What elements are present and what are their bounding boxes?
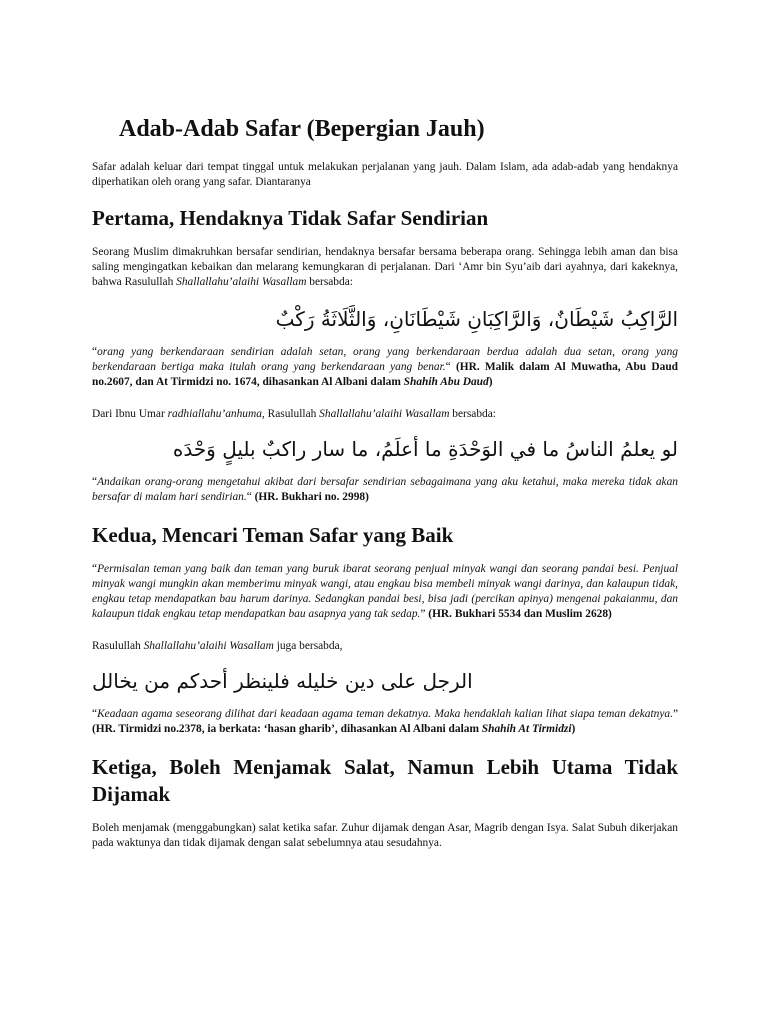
honorific-text: radhiallahu’anhuma	[167, 408, 262, 421]
hadith-reference-book: Shahih At Tirmidzi	[481, 723, 572, 736]
quote-mark: “	[92, 346, 98, 359]
quote-mark: “	[445, 361, 456, 374]
intro-paragraph: Safar adalah keluar dari tempat tinggal untuk melakukan perjalanan yang jauh. Dalam Islam, ada adab-adab yang hendaknya diperhatikan oleh orang yang safar. Diantaranya	[92, 160, 678, 188]
hadith-reference: )	[488, 376, 493, 389]
arabic-hadith-text: الرجل على دين خليله فلينظر أحدكم من يخالل	[92, 669, 473, 694]
hadith-translation	[92, 475, 678, 505]
quote-mark: ”	[672, 708, 678, 721]
hadith-translation	[92, 707, 678, 737]
honorific-text: Shallallahu’alaihi Wasallam	[319, 408, 450, 421]
section-heading-kedua: Kedua, Mencari Teman Safar yang Baik	[92, 523, 454, 548]
paragraph-text: Dari Ibnu Umar	[92, 408, 168, 421]
hadith-reference: (HR. Tirmidzi no.2378, ia berkata: ‘hasan gharib’, dihasankan Al Albani dalam	[92, 723, 482, 736]
hadith-reference: )	[571, 723, 576, 736]
paragraph	[92, 407, 678, 422]
hadith-reference: (HR. Bukhari 5534 dan Muslim 2628)	[428, 608, 612, 621]
translation-text: Andaikan orang-orang mengetahui akibat dari bersafar sendirian sebagaimana yang aku ketahui, maka mereka tidak akan bersafar di malam hari sendirian.	[92, 476, 678, 504]
paragraph-text: bersabda:	[449, 408, 496, 421]
paragraph	[92, 245, 678, 290]
quote-mark: ”	[420, 608, 429, 621]
arabic-hadith-text: لو يعلمُ الناسُ ما في الوَحْدَةِ ما أعلَمُ، ما سار راكبٌ بليلٍ وَحْدَه	[172, 437, 678, 462]
section-heading-pertama: Pertama, Hendaknya Tidak Safar Sendirian	[92, 205, 489, 230]
translation-text: Permisalan teman yang baik dan teman yang buruk ibarat seorang penjual minyak wangi dan seorang pandai besi. Penjual minyak wangi mungkin akan memberimu minyak wangi, atau engkau bisa membeli minyak wangi darinya, dan kalaupun tidak, engkau tetap mendapatkan bau harum darinya. Sedangkan pandai besi, bisa jadi (percikan apinya) mengenai pakaianmu, dan kalaupun tidak engkau tetap mendapatkan bau asapnya yang tak sedap.	[92, 563, 678, 621]
translation-text: Keadaan agama seseorang dilihat dari keadaan agama teman dekatnya. Maka hendaklah kalian lihat siapa teman dekatnya.	[97, 708, 673, 721]
hadith-translation	[92, 562, 678, 622]
honorific-text: Shallallahu’alaihi Wasallam	[176, 276, 307, 289]
quote-mark: “	[92, 476, 98, 489]
honorific-text: Shallallahu’alaihi Wasallam	[143, 640, 274, 653]
section-heading-ketiga: Ketiga, Boleh Menjamak Salat, Namun Lebih Utama Tidak Dijamak	[92, 755, 678, 806]
quote-mark: “	[92, 708, 98, 721]
quote-mark: “	[246, 491, 255, 504]
hadith-translation	[92, 345, 678, 390]
document-title: Adab-Adab Safar (Bepergian Jauh)	[119, 116, 485, 142]
paragraph-text: Seorang Muslim dimakruhkan bersafar sendirian, hendaknya bersafar bersama beberapa orang. Sehingga lebih aman dan bisa saling mengingatkan kebaikan dan melarang kemungkaran di perjalanan. Dari ‘Amr bin Syu’aib dari ayahnya, dari kakeknya, bahwa Rasulullah	[92, 246, 678, 289]
paragraph: Boleh menjamak (menggabungkan) salat ketika safar. Zuhur dijamak dengan Asar, Magrib dengan Isya. Salat Subuh dikerjakan pada waktunya dan tidak dijamak dengan salat sebelumnya atau sesudahnya.	[92, 821, 678, 849]
hadith-reference-book: Shahih Abu Daud	[403, 376, 489, 389]
paragraph-text: bersabda:	[306, 276, 353, 289]
translation-text: orang yang berkendaraan sendirian adalah setan, orang yang berkendaraan berdua adalah dua setan, orang yang berkendaraan bertiga maka itulah orang yang berkendaraan yang benar.	[92, 346, 678, 374]
quote-mark: “	[92, 563, 98, 576]
hadith-reference: (HR. Malik dalam Al Muwatha, Abu Daud no.2607, dan At Tirmidzi no. 1674, dihasankan Al Albani dalam	[92, 361, 678, 389]
document-body	[92, 115, 678, 868]
arabic-hadith-text: الرَّاكِبُ شَيْطَانٌ، وَالرَّاكِبَانِ شَيْطَانَانِ، وَالثَّلَاثَةُ رَكْبٌ	[275, 307, 678, 332]
hadith-reference: (HR. Bukhari no. 2998)	[254, 491, 369, 504]
paragraph-text: juga bersabda,	[273, 640, 343, 653]
paragraph-text: Rasulullah	[92, 640, 144, 653]
paragraph	[92, 639, 678, 654]
paragraph-text: , Rasulullah	[261, 408, 320, 421]
